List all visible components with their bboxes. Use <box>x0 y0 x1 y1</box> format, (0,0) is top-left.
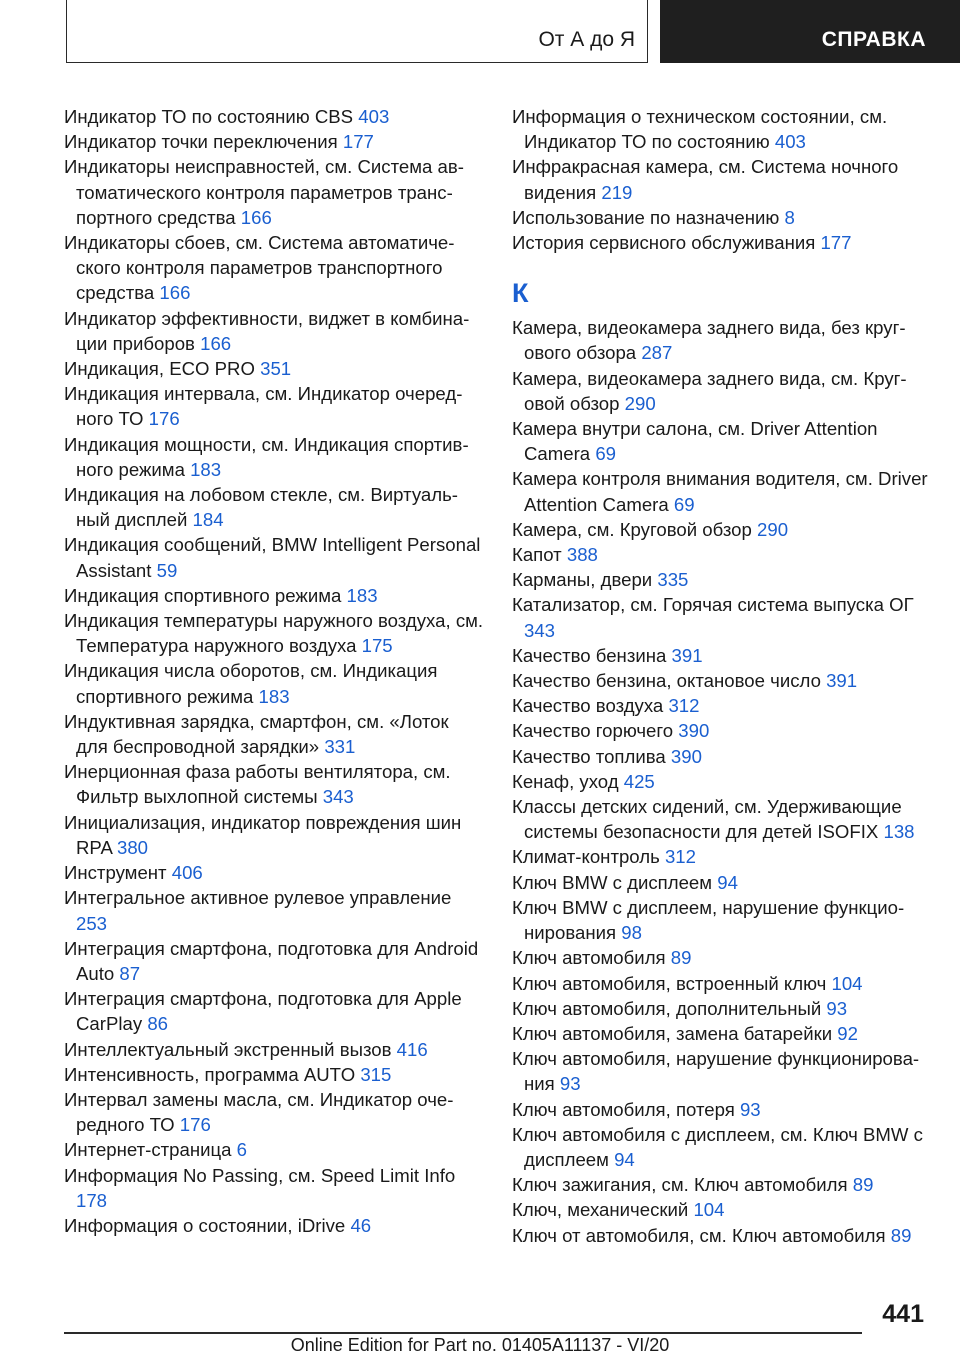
index-term: История сервисного обслуживания <box>512 232 816 254</box>
index-term: Камера контроля внимания водителя, см. Driver Attention Camera <box>512 468 928 515</box>
index-term: Климат-контроль <box>512 846 660 868</box>
index-entry <box>64 709 484 759</box>
index-term: Качество бензина <box>512 644 667 666</box>
index-entry <box>512 315 937 365</box>
index-entry <box>512 466 937 516</box>
index-term: Ключ автомобиля, встроенный ключ <box>512 972 827 994</box>
page-reference-link[interactable]: 390 <box>678 720 710 742</box>
index-entry <box>512 744 937 769</box>
index-entry <box>64 1213 484 1238</box>
index-term: Качество горючего <box>512 720 674 742</box>
page-reference-link[interactable]: 166 <box>240 206 272 228</box>
page-reference-link[interactable]: 93 <box>826 997 848 1019</box>
index-term: Интеграция смартфона, подготовка для Android Auto <box>64 937 479 984</box>
page-reference-link[interactable]: 183 <box>346 584 378 606</box>
page-reference-link[interactable]: 69 <box>673 493 695 515</box>
index-entry <box>512 996 937 1021</box>
page-reference-link[interactable]: 138 <box>883 821 915 843</box>
page-reference-link[interactable]: 312 <box>664 846 696 868</box>
page-reference-link[interactable]: 8 <box>784 206 795 228</box>
index-term: Ключ, механический <box>512 1199 689 1221</box>
page-reference-link[interactable]: 253 <box>76 912 108 934</box>
page-reference-link[interactable]: 343 <box>322 786 354 808</box>
page-reference-link[interactable]: 331 <box>324 736 356 758</box>
index-entry <box>64 1037 484 1062</box>
index-entry <box>512 592 937 642</box>
index-entry <box>512 230 937 255</box>
page-reference-link[interactable]: 335 <box>657 569 689 591</box>
index-term: Ключ автомобиля с дисплеем, см. Ключ BMW с дисплеем <box>512 1123 923 1170</box>
page-reference-link[interactable]: 6 <box>236 1139 247 1161</box>
page-reference-link[interactable]: 87 <box>119 962 141 984</box>
index-entry <box>512 769 937 794</box>
index-entry <box>64 658 484 708</box>
index-term: Индикаторы неисправностей, см. Система автоматического контроля параметров транспортного средства <box>64 156 464 228</box>
index-entry <box>64 356 484 381</box>
index-term: Ключ автомобиля, нарушение функционирования <box>512 1048 920 1095</box>
index-term: Карманы, двери <box>512 569 653 591</box>
index-term: Ключ автомобиля, дополнительный <box>512 997 822 1019</box>
index-entry <box>64 482 484 532</box>
index-term: Индикатор точки переключения <box>64 131 338 153</box>
index-entry <box>512 1046 937 1096</box>
index-column-right <box>512 104 937 1248</box>
index-group-k <box>512 315 937 1248</box>
index-term: Катализатор, см. Горячая система выпуска ОГ <box>512 594 914 616</box>
index-entry <box>512 844 937 869</box>
page-reference-link[interactable]: 184 <box>192 509 224 531</box>
index-term: Информация No Passing, см. Speed Limit Info <box>64 1164 456 1186</box>
chapter-tab[interactable] <box>660 0 960 63</box>
page-reference-link[interactable]: 315 <box>360 1063 392 1085</box>
index-entry <box>512 643 937 668</box>
page-reference-link[interactable]: 391 <box>826 670 858 692</box>
page-reference-link[interactable]: 104 <box>693 1199 725 1221</box>
page-reference-link[interactable]: 86 <box>147 1013 168 1035</box>
index-entry <box>512 1021 937 1046</box>
index-term: Использование по назначению <box>512 206 780 228</box>
index-term: Кенаф, уход <box>512 770 619 792</box>
page-reference-link[interactable]: 178 <box>76 1189 108 1211</box>
index-term: Индикация, ECO PRO <box>64 358 255 380</box>
index-term: Камера, видеокамера заднего вида, без кругового обзора <box>512 317 906 364</box>
index-entry <box>64 810 484 860</box>
index-entry <box>512 1197 937 1222</box>
page-reference-link[interactable]: 177 <box>342 131 374 153</box>
index-term: Ключ автомобиля, потеря <box>512 1098 735 1120</box>
index-entry <box>512 104 937 154</box>
page-reference-link[interactable]: 403 <box>358 106 390 127</box>
page-reference-link[interactable]: 93 <box>739 1098 761 1120</box>
page-reference-link[interactable]: 406 <box>171 862 203 884</box>
page-reference-link[interactable]: 92 <box>837 1022 858 1044</box>
index-term: Индикаторы сбоев, см. Система автоматического контроля параметров транспортного средства <box>64 232 455 304</box>
index-entry <box>64 936 484 986</box>
page-reference-link[interactable]: 104 <box>831 972 863 994</box>
page-reference-link[interactable]: 94 <box>614 1148 635 1170</box>
index-term: Индикация температуры наружного воздуха, см. Температура наружного воздуха <box>64 610 484 657</box>
page-reference-link[interactable]: 287 <box>641 342 673 364</box>
index-term: Индикатор эффективности, виджет в комбинации приборов <box>64 307 470 354</box>
page-reference-link[interactable]: 93 <box>559 1073 581 1095</box>
index-term: Капот <box>512 544 562 566</box>
index-entry <box>64 1137 484 1162</box>
index-term: Камера, видеокамера заднего вида, см. Круговой обзор <box>512 367 907 414</box>
index-entry <box>512 1122 937 1172</box>
page-reference-link[interactable]: 69 <box>595 443 616 465</box>
index-term: Инструмент <box>64 862 167 884</box>
chapter-tab-label: СПРАВКА <box>821 28 926 51</box>
index-entry <box>512 205 937 230</box>
page-reference-link[interactable]: 98 <box>621 922 642 944</box>
index-term: Камера внутри салона, см. Driver Attention Camera <box>512 418 878 465</box>
page-reference-link[interactable]: 219 <box>601 181 633 203</box>
page-reference-link[interactable]: 290 <box>624 392 656 414</box>
index-entry <box>64 104 484 129</box>
index-entry <box>64 759 484 809</box>
page-reference-link[interactable]: 416 <box>396 1038 428 1060</box>
index-term: Индикация числа оборотов, см. Индикация спортивного режима <box>64 660 438 707</box>
section-tab-label: От А до Я <box>538 28 635 51</box>
section-letter: К <box>512 278 529 309</box>
page-reference-link[interactable]: 390 <box>670 745 702 767</box>
index-term: Ключ BMW с дисплеем, нарушение функционирования <box>512 896 905 944</box>
index-entry <box>512 668 937 693</box>
index-group-i <box>512 104 937 255</box>
index-term: Интеграция смартфона, подготовка для Apple CarPlay <box>64 988 462 1035</box>
page-reference-link[interactable]: 403 <box>774 131 806 153</box>
index-term: Интегральное активное рулевое управление <box>64 887 452 909</box>
index-entry <box>512 1097 937 1122</box>
index-entry <box>512 542 937 567</box>
page-reference-link[interactable]: 176 <box>179 1114 211 1136</box>
index-entry <box>64 1163 484 1213</box>
index-entry <box>64 986 484 1036</box>
page-reference-link[interactable]: 388 <box>566 544 598 566</box>
index-term: Индуктивная зарядка, смартфон, см. «Лоток для беспроводной зарядки» <box>64 710 449 758</box>
index-entry <box>64 129 484 154</box>
index-term: Индикация сообщений, BMW Intelligent Personal Assistant <box>64 534 481 581</box>
index-term: Инфракрасная камера, см. Система ночного видения <box>512 156 899 203</box>
page-reference-link[interactable]: 89 <box>852 1174 874 1196</box>
index-term: Интервал замены масла, см. Индикатор очередного ТО <box>64 1088 454 1136</box>
page-reference-link[interactable]: 290 <box>757 518 789 540</box>
index-entry <box>512 718 937 743</box>
index-entry <box>64 306 484 356</box>
index-term: Ключ зажигания, см. Ключ автомобиля <box>512 1174 848 1196</box>
section-tab[interactable] <box>66 0 648 63</box>
index-term: Индикатор ТО по состоянию CBS <box>64 106 354 127</box>
index-entry <box>512 794 937 844</box>
page-number: 441 <box>882 1300 924 1328</box>
index-entry <box>64 608 484 658</box>
index-entry <box>64 154 484 230</box>
page-reference-link[interactable]: 343 <box>524 619 556 641</box>
index-entry <box>512 1172 937 1197</box>
page-reference-link[interactable]: 351 <box>260 358 292 380</box>
index-term: Ключ от автомобиля, см. Ключ автомобиля <box>512 1224 886 1246</box>
page-reference-link[interactable]: 391 <box>671 644 703 666</box>
page-reference-link[interactable]: 46 <box>350 1214 372 1236</box>
edition-note: Online Edition for Part no. 01405A11137 - VI/20 <box>290 1335 670 1355</box>
page-reference-link[interactable]: 94 <box>717 871 738 893</box>
index-entry <box>64 381 484 431</box>
index-term: Качество воздуха <box>512 695 664 717</box>
index-term: Индикация спортивного режима <box>64 584 342 606</box>
page-reference-link[interactable]: 312 <box>668 695 700 717</box>
index-column-left <box>64 104 484 1238</box>
index-term: Индикация мощности, см. Индикация спортивного режима <box>64 433 469 480</box>
page-reference-link[interactable]: 425 <box>623 770 655 792</box>
page-reference-link[interactable]: 183 <box>258 685 290 707</box>
index-entry <box>64 432 484 482</box>
index-entry <box>512 567 937 592</box>
page-reference-link[interactable]: 176 <box>148 408 180 430</box>
page-reference-link[interactable]: 89 <box>890 1224 912 1246</box>
index-term: Индикация интервала, см. Индикатор очередного ТО <box>64 383 463 430</box>
page-reference-link[interactable]: 183 <box>190 458 222 480</box>
index-entry <box>512 895 937 945</box>
index-term: Интенсивность, программа AUTO <box>64 1063 356 1085</box>
index-entry <box>512 366 937 416</box>
index-term: Инерционная фаза работы вентилятора, см. Фильтр выхлопной системы <box>64 761 451 808</box>
page-reference-link[interactable]: 166 <box>200 332 232 354</box>
index-entry <box>64 1087 484 1137</box>
index-entry <box>64 230 484 306</box>
index-term: Инициализация, индикатор повреждения шин RPA <box>64 811 462 858</box>
page-reference-link[interactable]: 177 <box>820 232 852 254</box>
page-reference-link[interactable]: 175 <box>361 635 393 657</box>
index-entry <box>64 583 484 608</box>
page-reference-link[interactable]: 89 <box>670 947 692 969</box>
index-entry <box>512 154 937 204</box>
index-entry <box>512 870 937 895</box>
index-term: Интернет-страница <box>64 1139 232 1161</box>
index-entry <box>64 885 484 935</box>
index-entry <box>512 1223 937 1248</box>
index-entry <box>64 860 484 885</box>
index-entry <box>64 532 484 582</box>
page-reference-link[interactable]: 380 <box>117 836 149 858</box>
index-term: Качество бензина, октановое число <box>512 670 821 692</box>
index-term: Ключ автомобиля, замена батарейки <box>512 1022 833 1044</box>
page-reference-link[interactable]: 59 <box>156 559 178 581</box>
index-term: Качество топлива <box>512 745 666 767</box>
index-term: Индикация на лобовом стекле, см. Виртуальный дисплей <box>64 484 458 531</box>
page-reference-link[interactable]: 166 <box>159 282 191 304</box>
index-entry <box>512 416 937 466</box>
index-term: Классы детских сидений, см. Удерживающие системы безопасности для детей ISOFIX <box>512 796 902 843</box>
index-entry <box>64 1062 484 1087</box>
index-term: Ключ BMW с дисплеем <box>512 871 713 893</box>
index-entry <box>512 971 937 996</box>
index-entry <box>512 693 937 718</box>
index-term: Информация о техническом состоянии, см. Индикатор ТО по состоянию <box>512 106 888 153</box>
index-term: Ключ автомобиля <box>512 947 666 969</box>
index-term: Информация о состоянии, iDrive <box>64 1214 346 1236</box>
index-entry <box>512 517 937 542</box>
index-entry <box>512 945 937 970</box>
index-term: Камера, см. Круговой обзор <box>512 518 752 540</box>
footer-divider <box>64 1332 862 1334</box>
index-term: Интеллектуальный экстренный вызов <box>64 1038 392 1060</box>
